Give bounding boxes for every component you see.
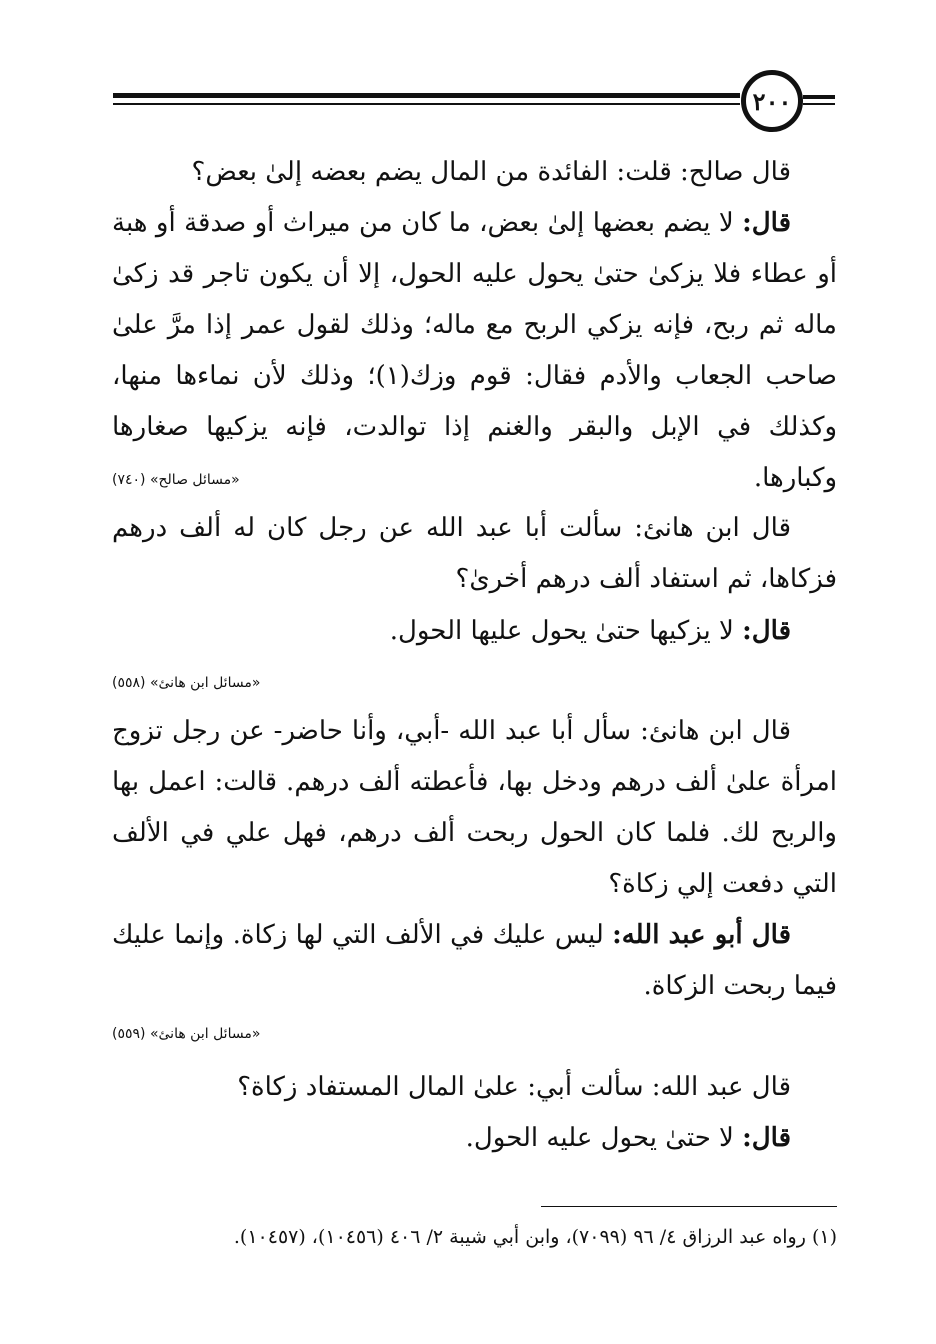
- paragraph-lead: قال:: [742, 616, 791, 646]
- paragraph-lead: قال أبو عبد الله:: [612, 920, 791, 950]
- paragraph-abdullah-question: [112, 1062, 837, 1113]
- paragraph-text: قال ابن هانئ: سألت أبا عبد الله عن رجل كان له ألف درهم فزكاها، ثم استفاد ألف درهم أخرىٰ؟: [112, 513, 837, 594]
- paragraph-ibn-hani-question-1: [112, 503, 837, 605]
- header-rule-thin: [113, 103, 740, 105]
- source-citation: «مسائل صالح» (٧٤٠): [112, 472, 240, 488]
- source-citation: «مسائل ابن هانئ» (٥٥٨): [112, 675, 261, 691]
- page-number: ٢٠٠: [741, 70, 803, 132]
- source-citation: «مسائل ابن هانئ» (٥٥٩): [112, 1026, 261, 1042]
- paragraph-text: قال عبد الله: سألت أبي: علىٰ المال المستفاد زكاة؟: [237, 1072, 791, 1102]
- paragraph-text: لا يزكيها حتىٰ يحول عليها الحول.: [389, 616, 743, 646]
- paragraph-text: لا حتىٰ يحول عليه الحول.: [465, 1123, 743, 1153]
- paragraph-lead: قال:: [742, 1123, 791, 1153]
- paragraph-ibn-hani-question-2: [112, 706, 837, 910]
- paragraph-answer-2: [112, 606, 837, 657]
- header-rule-right-thin: [803, 103, 835, 105]
- footnote-separator: [541, 1206, 837, 1207]
- paragraph-text: ليس عليك في الألف التي لها زكاة. وإنما عليك فيما ربحت الزكاة.: [112, 920, 837, 1001]
- paragraph-text: لا يضم بعضها إلىٰ بعض، ما كان من ميراث أو صدقة أو هبة أو عطاء فلا يزكىٰ حتىٰ يحول عليه الحول، إلا أن يكون تاجر قد زكىٰ ماله ثم ربح، فإنه يزكي الربح مع ماله؛ وذلك لقول عمر إذا مرَّ علىٰ صاحب الجعاب والأدم فقال: قوم وزك(١)؛ وذلك لأن نماءها منها، وكذلك في الإبل والبقر والغنم إذا توالدت، فإنه يزكيها صغارها وكبارها.: [112, 208, 837, 493]
- header-rule-thick: [113, 93, 740, 98]
- paragraph-lead: قال:: [742, 208, 791, 238]
- footnote: (١) رواه عبد الرزاق ٤/ ٩٦ (٧٠٩٩)، وابن أبي شيبة ٢/ ٤٠٦ (١٠٤٥٦)، (١٠٤٥٧).: [233, 1226, 837, 1248]
- paragraph-text: قال صالح: قلت: الفائدة من المال يضم بعضه إلىٰ بعض؟: [191, 157, 791, 187]
- paragraph-answer-3: [112, 910, 837, 1012]
- paragraph-answer-4: [112, 1113, 837, 1164]
- paragraph-text: قال ابن هانئ: سأل أبا عبد الله -أبي، وأنا حاضر- عن رجل تزوج امرأة علىٰ ألف درهم ودخل بها، فأعطته ألف درهم. قالت: اعمل بها والربح لك. فلما كان الحول ربحت ألف درهم، فهل علي في الألف التي دفعت إلي زكاة؟: [112, 716, 837, 899]
- header-rule-right-thick: [803, 95, 835, 99]
- paragraph-answer-1: [112, 198, 837, 504]
- paragraph-saleh-question: [112, 147, 837, 198]
